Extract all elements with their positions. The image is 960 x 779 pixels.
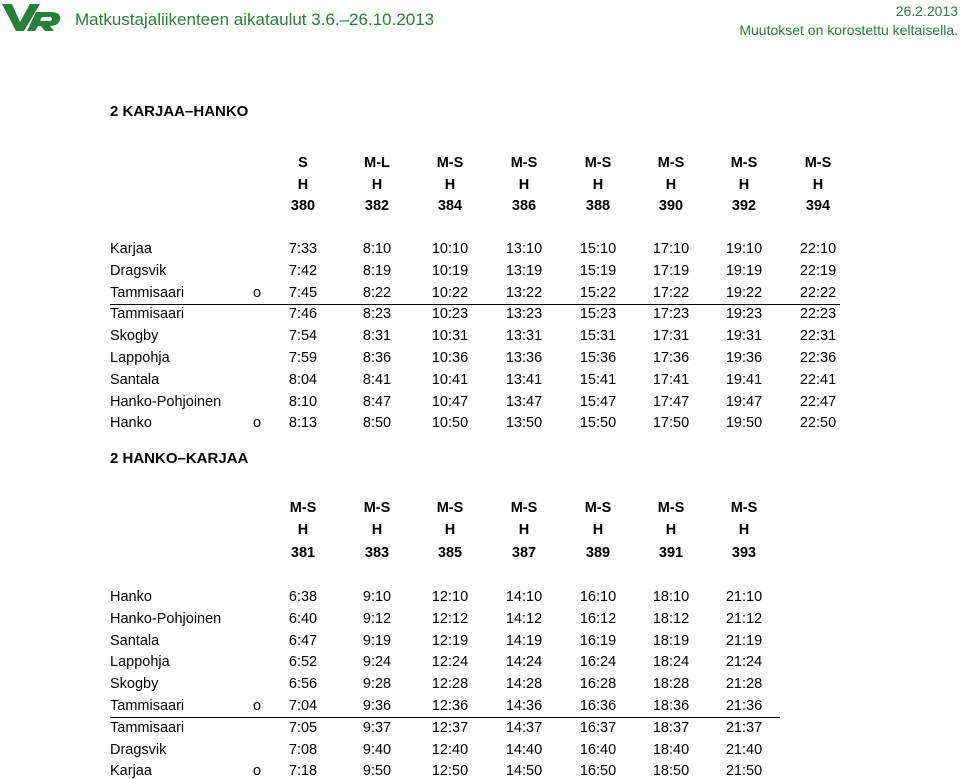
operating-days: M-S [584,155,612,171]
train-number: 392 [731,198,757,214]
departure-time: 18:10 [652,589,690,605]
departure-time: 6:40 [288,611,318,627]
station-name: Dragsvik [110,263,167,279]
departure-time: 18:24 [652,654,690,670]
departure-time: 7:04 [288,698,318,714]
departure-time: 8:31 [362,328,392,344]
operating-days: M-S [730,500,758,516]
departure-time: 14:28 [505,676,543,692]
operating-days: M-L [364,155,390,171]
operating-days: M-S [289,500,317,516]
departure-time: 14:24 [505,654,543,670]
departure-time: 21:28 [725,676,763,692]
departure-time: 12:24 [431,654,469,670]
departure-time: 16:40 [579,742,617,758]
departure-time: 8:10 [288,394,318,410]
departure-time: 18:40 [652,742,690,758]
departure-time: 8:10 [362,241,392,257]
departure-time: 21:36 [725,698,763,714]
departure-time: 9:19 [362,633,392,649]
station-name: Tammisaari [110,698,185,714]
station-name: Hanko-Pohjoinen [110,394,222,410]
departure-time: 13:31 [505,328,543,344]
train-class: H [665,522,677,538]
train-number: 391 [658,545,684,561]
departure-time: 8:22 [362,285,392,301]
departure-time: 7:33 [288,241,318,257]
train-class: H [812,177,824,193]
operating-days: M-S [657,500,685,516]
departure-time: 19:10 [725,241,763,257]
station-name: Lappohja [110,654,170,670]
train-number: 383 [364,545,390,561]
departure-time: 15:31 [579,328,617,344]
train-class: H [371,177,383,193]
departure-time: 9:50 [362,763,392,779]
departure-time: 15:36 [579,350,617,366]
arrival-marker: o [253,698,262,714]
departure-time: 21:12 [725,611,763,627]
document-date: 26.2.2013 [895,3,958,19]
departure-time: 8:50 [362,415,392,431]
departure-time: 16:10 [579,589,617,605]
departure-time: 10:23 [431,306,469,322]
departure-time: 21:19 [725,633,763,649]
departure-time: 21:40 [725,742,763,758]
train-class: H [592,522,604,538]
departure-time: 9:24 [362,654,392,670]
departure-time: 15:22 [579,285,617,301]
departure-time: 9:36 [362,698,392,714]
operating-days: M-S [436,500,464,516]
departure-time: 6:38 [288,589,318,605]
departure-time: 21:24 [725,654,763,670]
station-name: Hanko [110,589,152,605]
departure-time: 17:22 [652,285,690,301]
departure-time: 19:31 [725,328,763,344]
train-class: H [738,522,750,538]
route-title-hanko-karjaa: 2 HANKO–KARJAA [110,450,249,467]
departure-time: 15:47 [579,394,617,410]
departure-time: 17:41 [652,372,690,388]
departure-time: 21:50 [725,763,763,779]
document-title: Matkustajaliikenteen aikataulut 3.6.–26.10.2013 [75,10,435,29]
departure-time: 10:50 [431,415,469,431]
station-name: Tammisaari [110,306,185,322]
departure-time: 7:18 [288,763,318,779]
departure-time: 12:19 [431,633,469,649]
station-name: Dragsvik [110,742,167,758]
operating-days: M-S [436,155,464,171]
departure-time: 8:23 [362,306,392,322]
operating-days: M-S [584,500,612,516]
train-class: H [297,522,309,538]
departure-time: 7:59 [288,350,318,366]
departure-time: 8:47 [362,394,392,410]
train-number: 386 [511,198,537,214]
departure-time: 8:13 [288,415,318,431]
departure-time: 19:41 [725,372,763,388]
train-number: 390 [658,198,684,214]
station-name: Karjaa [110,241,152,257]
departure-time: 13:10 [505,241,543,257]
row-separator [110,304,840,305]
departure-time: 10:19 [431,263,469,279]
station-name: Santala [110,372,160,388]
departure-time: 7:45 [288,285,318,301]
operating-days: M-S [804,155,832,171]
departure-time: 22:50 [799,415,837,431]
departure-time: 22:22 [799,285,837,301]
departure-time: 6:52 [288,654,318,670]
station-name: Tammisaari [110,720,185,736]
departure-time: 17:31 [652,328,690,344]
departure-time: 13:19 [505,263,543,279]
departure-time: 21:37 [725,720,763,736]
page-header [0,0,960,40]
departure-time: 17:19 [652,263,690,279]
departure-time: 9:37 [362,720,392,736]
station-name: Lappohja [110,350,170,366]
departure-time: 19:50 [725,415,763,431]
train-class: H [518,177,530,193]
departure-time: 10:47 [431,394,469,410]
departure-time: 9:40 [362,742,392,758]
train-number: 387 [511,545,537,561]
changes-note: Muutokset on korostettu keltaisella. [739,22,958,38]
departure-time: 17:47 [652,394,690,410]
departure-time: 18:19 [652,633,690,649]
departure-time: 13:23 [505,306,543,322]
departure-time: 9:12 [362,611,392,627]
train-number: 388 [585,198,611,214]
station-name: Karjaa [110,763,152,779]
departure-time: 10:10 [431,241,469,257]
departure-time: 17:36 [652,350,690,366]
departure-time: 22:47 [799,394,837,410]
departure-time: 14:40 [505,742,543,758]
departure-time: 22:23 [799,306,837,322]
departure-time: 18:28 [652,676,690,692]
train-number: 382 [364,198,390,214]
train-number: 380 [290,198,316,214]
departure-time: 16:28 [579,676,617,692]
departure-time: 7:42 [288,263,318,279]
departure-time: 6:47 [288,633,318,649]
departure-time: 7:05 [288,720,318,736]
departure-time: 16:24 [579,654,617,670]
departure-time: 18:37 [652,720,690,736]
train-number: 389 [585,545,611,561]
departure-time: 16:12 [579,611,617,627]
train-class: H [444,522,456,538]
train-class: H [592,177,604,193]
departure-time: 10:31 [431,328,469,344]
station-name: Skogby [110,328,159,344]
departure-time: 19:47 [725,394,763,410]
train-class: H [738,177,750,193]
departure-time: 19:36 [725,350,763,366]
departure-time: 13:47 [505,394,543,410]
station-name: Hanko [110,415,152,431]
departure-time: 14:12 [505,611,543,627]
route-title-karjaa-hanko: 2 KARJAA–HANKO [110,103,249,120]
departure-time: 17:23 [652,306,690,322]
departure-time: 14:10 [505,589,543,605]
departure-time: 19:23 [725,306,763,322]
departure-time: 8:36 [362,350,392,366]
operating-days: M-S [510,500,538,516]
train-number: 393 [731,545,757,561]
departure-time: 13:41 [505,372,543,388]
departure-time: 13:50 [505,415,543,431]
departure-time: 16:36 [579,698,617,714]
departure-time: 17:50 [652,415,690,431]
departure-time: 7:46 [288,306,318,322]
departure-time: 16:37 [579,720,617,736]
train-class: H [665,177,677,193]
departure-time: 10:22 [431,285,469,301]
arrival-marker: o [253,285,262,301]
departure-time: 16:50 [579,763,617,779]
train-class: H [518,522,530,538]
departure-time: 16:19 [579,633,617,649]
departure-time: 14:50 [505,763,543,779]
row-separator [110,717,780,718]
departure-time: 9:10 [362,589,392,605]
train-number: 385 [437,545,463,561]
departure-time: 21:10 [725,589,763,605]
departure-time: 7:08 [288,742,318,758]
arrival-marker: o [253,415,262,431]
departure-time: 15:23 [579,306,617,322]
departure-time: 18:12 [652,611,690,627]
departure-time: 14:37 [505,720,543,736]
departure-time: 13:22 [505,285,543,301]
station-name: Santala [110,633,160,649]
station-name: Hanko-Pohjoinen [110,611,222,627]
operating-days: M-S [730,155,758,171]
arrival-marker: o [253,763,262,779]
departure-time: 22:19 [799,263,837,279]
departure-time: 12:10 [431,589,469,605]
vr-logo [0,0,64,34]
departure-time: 12:50 [431,763,469,779]
departure-time: 8:41 [362,372,392,388]
departure-time: 15:19 [579,263,617,279]
departure-time: 10:36 [431,350,469,366]
departure-time: 14:19 [505,633,543,649]
operating-days: M-S [510,155,538,171]
departure-time: 22:10 [799,241,837,257]
departure-time: 17:10 [652,241,690,257]
departure-time: 8:04 [288,372,318,388]
departure-time: 19:22 [725,285,763,301]
departure-time: 22:31 [799,328,837,344]
departure-time: 15:50 [579,415,617,431]
departure-time: 9:28 [362,676,392,692]
train-class: H [371,522,383,538]
train-number: 381 [290,545,316,561]
departure-time: 12:12 [431,611,469,627]
train-number: 394 [805,198,831,214]
departure-time: 15:10 [579,241,617,257]
departure-time: 19:19 [725,263,763,279]
station-name: Tammisaari [110,285,185,301]
departure-time: 12:28 [431,676,469,692]
departure-time: 10:41 [431,372,469,388]
train-class: H [297,177,309,193]
departure-time: 12:37 [431,720,469,736]
departure-time: 12:36 [431,698,469,714]
departure-time: 18:36 [652,698,690,714]
operating-days: M-S [657,155,685,171]
departure-time: 22:41 [799,372,837,388]
departure-time: 7:54 [288,328,318,344]
station-name: Skogby [110,676,159,692]
operating-days: M-S [363,500,391,516]
train-number: 384 [437,198,463,214]
departure-time: 12:40 [431,742,469,758]
departure-time: 15:41 [579,372,617,388]
train-class: H [444,177,456,193]
departure-time: 22:36 [799,350,837,366]
operating-days: S [298,155,308,171]
departure-time: 13:36 [505,350,543,366]
departure-time: 6:56 [288,676,318,692]
departure-time: 18:50 [652,763,690,779]
departure-time: 8:19 [362,263,392,279]
departure-time: 14:36 [505,698,543,714]
